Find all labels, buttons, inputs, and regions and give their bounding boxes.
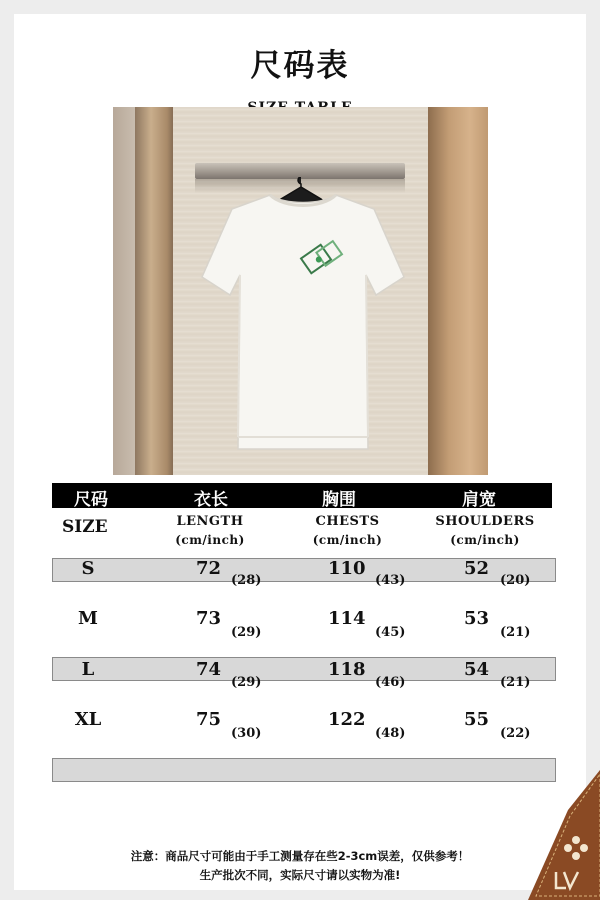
lv-monogram-logo-icon [528, 750, 600, 900]
length-l: 74 [196, 659, 222, 680]
header-shoulder-en-block [420, 514, 550, 547]
header-length-unit: (cm/inch) [175, 533, 245, 547]
header-chest-unit: (cm/inch) [312, 533, 383, 547]
header-length-en-block [150, 514, 270, 547]
header-shoulder-en: SHOULDERS [435, 514, 535, 529]
length-in-m: (29) [231, 625, 262, 640]
header-length-cn: 衣长 [194, 490, 228, 510]
shoulder-m: 53 [464, 608, 490, 629]
length-in-s: (28) [231, 573, 262, 588]
header-shoulder-unit: (cm/inch) [450, 533, 520, 547]
chest-l: 118 [328, 659, 366, 680]
chest-in-m: (45) [375, 625, 406, 640]
size-l: L [81, 659, 95, 680]
chest-xl: 122 [328, 709, 366, 730]
size-xl: XL [74, 709, 102, 730]
note-line-1: 注意：商品尺寸可能由于手工测量存在些2-3cm误差，仅供参考！ [130, 849, 470, 863]
wall-pillar-left [135, 107, 175, 475]
header-size-en: SIZE [62, 517, 108, 537]
chest-in-l: (46) [375, 675, 406, 690]
tshirt-image [198, 187, 408, 457]
row-band-empty [52, 758, 556, 782]
shoulder-in-m: (21) [500, 625, 531, 640]
header-chest-en: CHESTS [315, 514, 380, 529]
chest-in-xl: (48) [375, 726, 406, 741]
shoulder-in-l: (21) [500, 675, 531, 690]
chest-m: 114 [328, 608, 366, 629]
shoulder-in-xl: (22) [500, 726, 531, 741]
size-m: M [78, 608, 98, 629]
length-in-l: (29) [231, 675, 262, 690]
length-s: 72 [196, 558, 222, 579]
page-title: 尺码表 [250, 48, 350, 84]
note-line-2: 生产批次不同，实际尺寸请以实物为准! [199, 868, 401, 882]
length-in-xl: (30) [231, 726, 262, 741]
shoulder-in-s: (20) [500, 573, 531, 588]
header-shoulder-cn: 肩宽 [462, 490, 496, 510]
shoulder-l: 54 [464, 659, 490, 680]
product-photo [113, 107, 488, 475]
size-s: S [81, 558, 95, 579]
shoulder-xl: 55 [464, 709, 490, 730]
header-size-cn: 尺码 [74, 490, 108, 510]
header-chest-cn: 胸围 [322, 490, 356, 510]
header-length-en: LENGTH [176, 514, 244, 529]
length-m: 73 [196, 608, 222, 629]
wall-pillar-right [428, 107, 488, 475]
header-chest-en-block [285, 514, 410, 547]
chest-in-s: (43) [375, 573, 406, 588]
chest-s: 110 [328, 558, 366, 579]
table-header-band [52, 483, 552, 508]
length-xl: 75 [196, 709, 222, 730]
shoulder-s: 52 [464, 558, 490, 579]
